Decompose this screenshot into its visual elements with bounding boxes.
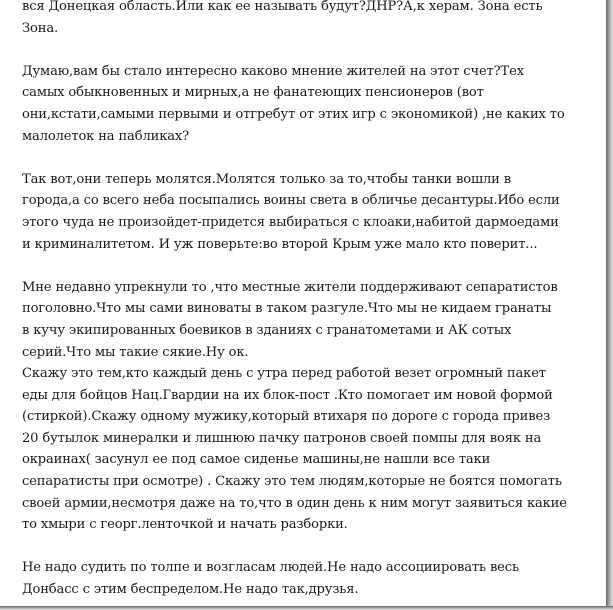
text-line: малолеток на пабликах? bbox=[22, 128, 189, 144]
paragraph-2 bbox=[22, 61, 602, 147]
text-line: еды для бойцов Нац.Гвардии на их блок-пост .Кто помогает им новой формой bbox=[22, 387, 553, 403]
text-line: своей армии,несмотря даже на то,что в один день к ним могут заявиться какие bbox=[22, 495, 567, 511]
text-line: то хмыри с георг.ленточкой и начать разборки. bbox=[22, 517, 348, 533]
document-text bbox=[22, 0, 602, 606]
text-line: поголовно.Что мы сами виноваты в таком разгуле.Что мы не кидаем гранаты bbox=[22, 301, 552, 317]
text-line: этого чуда не произойдет-придется выбираться с клоаки,набитой дармоедами bbox=[22, 214, 559, 230]
text-line: (стиркой).Скажу одному мужику,который втихаря по дороге с города привез bbox=[22, 409, 551, 425]
paragraph-3 bbox=[22, 169, 602, 255]
text-line: серий.Что мы такие сякие.Ну ок. bbox=[22, 344, 249, 360]
page-shadow-right bbox=[606, 0, 613, 610]
text-line: Зона. bbox=[22, 20, 58, 36]
text-line: города,а со всего неба посыпались воины света в обличье десантуры.Ибо если bbox=[22, 193, 560, 209]
text-line: в кучу экипированных боевиков в зданиях с гранатометами и АК сотых bbox=[22, 322, 512, 338]
text-line: Думаю,вам бы стало интересно каково мнение жителей на этот счет?Тех bbox=[22, 63, 524, 79]
text-line: окраинах( засунул ее под самое сиденье машины,не нашли все таки bbox=[22, 452, 491, 468]
text-line: Скажу это тем,кто каждый день с утра перед работой везет огромный пакет bbox=[22, 366, 546, 382]
text-line: 20 бутылок минералки и лишнюю пачку патронов своей помпы для вояк на bbox=[22, 430, 542, 446]
text-line: и криминалитетом. И уж поверьте:во второй Крым уже мало кто поверит... bbox=[22, 236, 538, 252]
paragraph-4 bbox=[22, 277, 602, 536]
text-line: Так вот,они теперь молятся.Молятся только за то,чтобы танки вошли в bbox=[22, 171, 511, 187]
text-line: самых обыкновенных и мирных,а не фанатеющих пенсионеров (вот bbox=[22, 85, 484, 101]
text-line: Донбасс с этим беспределом.Не надо так,друзья. bbox=[22, 582, 359, 598]
text-line: Не надо судить по толпе и возгласам людей.Не надо ассоциировать весь bbox=[22, 560, 519, 576]
page-shadow-bottom bbox=[0, 606, 613, 610]
text-line: они,кстати,самыми первыми и отгребут от этих игр с экономикой) ,не каких то bbox=[22, 106, 565, 122]
text-line: Мне недавно упрекнули то ,что местные жители поддерживают сепаратистов bbox=[22, 279, 558, 295]
text-line: вся Донецкая область.Или как ее называть будут?ДНР?А,к херам. Зона есть bbox=[22, 0, 543, 14]
paragraph-1 bbox=[22, 0, 602, 39]
text-line: сепаратисты при осмотре) . Скажу это тем людям,которые не боятся помогать bbox=[22, 474, 562, 490]
paragraph-5 bbox=[22, 557, 602, 600]
